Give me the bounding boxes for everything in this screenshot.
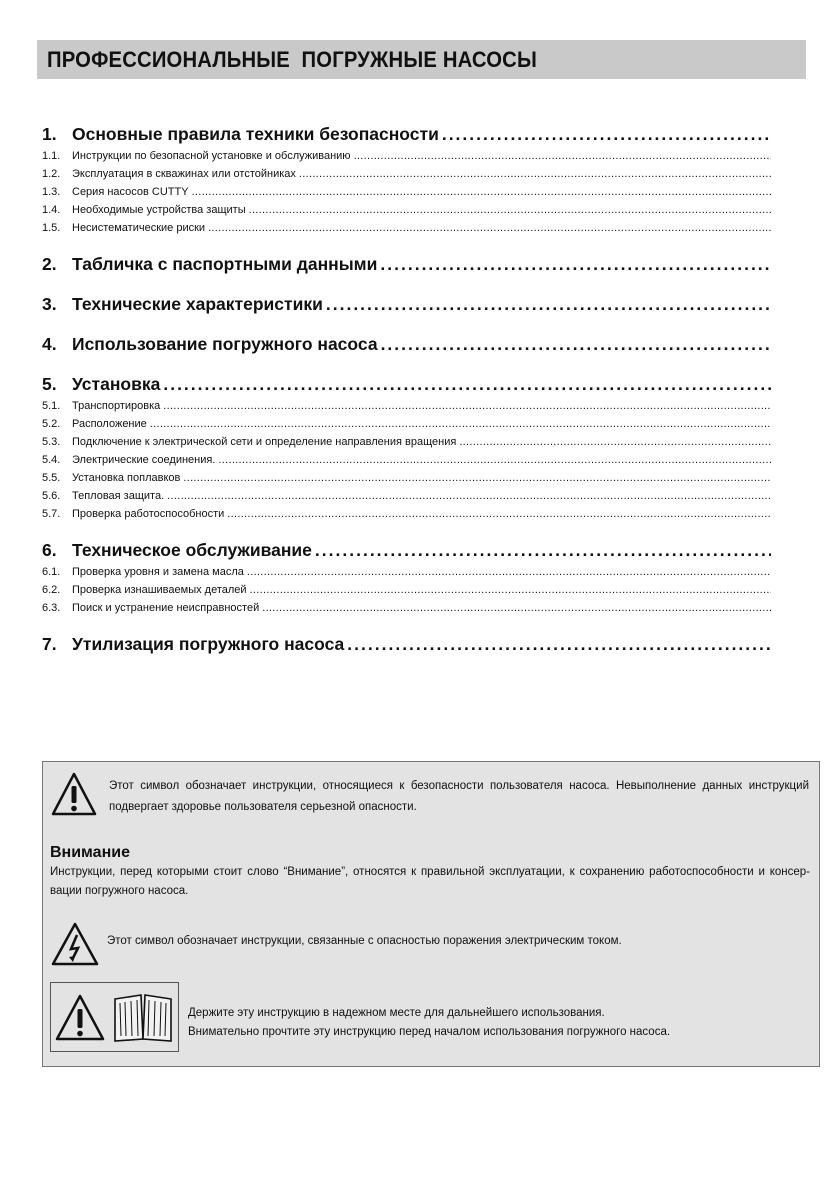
- toc-subsection-title: Проверка работоспособности: [72, 508, 225, 520]
- toc-section: [42, 540, 771, 620]
- toc-subsection-number: 1.3.: [42, 186, 61, 198]
- toc-subsection-entry: [42, 418, 771, 436]
- toc-chapter-entry: [42, 634, 771, 660]
- toc-subsection-number: 5.7.: [42, 508, 61, 520]
- warning-triangle-icon: [50, 771, 98, 817]
- toc-subsection-number: 1.5.: [42, 222, 61, 234]
- table-of-contents: [42, 124, 771, 674]
- toc-chapter-number: 4.: [42, 334, 57, 354]
- toc-dot-leader: [208, 222, 771, 234]
- toc-subsection-number: 5.2.: [42, 418, 61, 430]
- toc-dot-leader: [326, 294, 771, 315]
- toc-chapter-title: Табличка с паспортными данными: [72, 254, 378, 274]
- toc-section: [42, 294, 771, 320]
- toc-subsection-number: 6.2.: [42, 584, 61, 596]
- toc-chapter-entry: [42, 374, 771, 400]
- toc-chapter-title: Основные правила техники безопасности: [72, 124, 439, 144]
- toc-chapter-number: 7.: [42, 634, 57, 654]
- toc-chapter-entry: [42, 294, 771, 320]
- toc-chapter-number: 6.: [42, 540, 57, 560]
- toc-dot-leader: [381, 334, 771, 355]
- toc-dot-leader: [150, 418, 771, 430]
- keep-manual-line-2: Внимательно прочтите эту инструкцию перед началом использования погружного насоса.: [188, 1026, 671, 1038]
- toc-subsection-title: Эксплуатация в скважинах или отстойниках: [72, 168, 296, 180]
- toc-subsection-entry: [42, 490, 771, 508]
- electric-hazard-icon: [50, 921, 100, 967]
- toc-subsection-number: 5.4.: [42, 454, 61, 466]
- toc-subsection-title: Инструкции по безопасной установке и обслуживанию: [72, 150, 351, 162]
- toc-dot-leader: [183, 472, 771, 484]
- toc-subsection-title: Электрические соединения.: [72, 454, 216, 466]
- keep-manual-text: [188, 1004, 670, 1042]
- toc-subsection-entry: [42, 566, 771, 584]
- toc-subsection-entry: [42, 168, 771, 186]
- toc-subsection-number: 5.5.: [42, 472, 61, 484]
- toc-subsection-title: Проверка изнашиваемых деталей: [72, 584, 247, 596]
- toc-subsection-entry: [42, 150, 771, 168]
- electric-hazard-text: Этот символ обозначает инструкции, связанные с опасностью поражения электрическим током.: [107, 935, 622, 947]
- toc-dot-leader: [163, 400, 771, 412]
- toc-dot-leader: [442, 124, 771, 145]
- toc-dot-leader: [167, 490, 771, 502]
- toc-chapter-number: 1.: [42, 124, 57, 144]
- toc-subsection-entry: [42, 436, 771, 454]
- toc-subsection-title: Необходимые устройства защиты: [72, 204, 246, 216]
- toc-chapter-entry: [42, 124, 771, 150]
- toc-section: [42, 334, 771, 360]
- toc-dot-leader: [249, 204, 771, 216]
- toc-chapter-title: Установка: [72, 374, 161, 394]
- toc-subsection-number: 5.3.: [42, 436, 61, 448]
- toc-chapter-number: 5.: [42, 374, 57, 394]
- toc-dot-leader: [262, 602, 771, 614]
- toc-dot-leader: [347, 634, 771, 655]
- keep-manual-icons: [50, 982, 179, 1052]
- toc-dot-leader: [163, 374, 771, 395]
- safety-symbol-text: Этот символ обозначает инструкции, относящиеся к безопасности пользователя насоса. Невыполнение данных инструкций подвергает здоровье пользователя серьезной опасности.: [109, 780, 809, 813]
- toc-dot-leader: [315, 540, 771, 561]
- toc-subsection-number: 1.1.: [42, 150, 61, 162]
- toc-section: [42, 374, 771, 526]
- toc-subsection-entry: [42, 602, 771, 620]
- toc-chapter-number: 3.: [42, 294, 57, 314]
- toc-subsection-entry: [42, 222, 771, 240]
- toc-subsection-title: Серия насосов CUTTY: [72, 186, 189, 198]
- toc-subsection-entry: [42, 472, 771, 490]
- toc-subsection-entry: [42, 584, 771, 602]
- toc-dot-leader: [299, 168, 771, 180]
- toc-subsection-entry: [42, 186, 771, 204]
- toc-dot-leader: [247, 566, 771, 578]
- toc-subsection-title: Расположение: [72, 418, 147, 430]
- notice-box: [42, 761, 820, 1067]
- toc-subsection-number: 1.4.: [42, 204, 61, 216]
- toc-subsection-number: 6.3.: [42, 602, 61, 614]
- toc-subsection-title: Установка поплавков: [72, 472, 181, 484]
- toc-section: [42, 634, 771, 660]
- toc-subsection-number: 5.6.: [42, 490, 61, 502]
- toc-subsection-number: 6.1.: [42, 566, 61, 578]
- header-bar: [37, 40, 806, 79]
- toc-subsection-number: 1.2.: [42, 168, 61, 180]
- toc-subsection-title: Подключение к электрической сети и определение направления вращения: [72, 436, 457, 448]
- toc-chapter-title: Использование погружного насоса: [72, 334, 378, 354]
- attention-heading: Внимание: [50, 844, 130, 861]
- toc-chapter-entry: [42, 254, 771, 280]
- toc-subsection-title: Несистематические риски: [72, 222, 206, 234]
- warning-triangle-icon: [54, 993, 106, 1043]
- toc-subsection-title: Проверка уровня и замена масла: [72, 566, 244, 578]
- page-title: ПРОФЕССИОНАЛЬНЫЕ ПОГРУЖНЫЕ НАСОСЫ: [47, 46, 537, 72]
- toc-dot-leader: [250, 584, 771, 596]
- toc-subsection-title: Поиск и устранение неисправностей: [72, 602, 260, 614]
- toc-dot-leader: [218, 454, 771, 466]
- toc-chapter-entry: [42, 540, 771, 566]
- toc-chapter-title: Технические характеристики: [72, 294, 323, 314]
- toc-dot-leader: [354, 150, 771, 162]
- toc-section: [42, 124, 771, 240]
- toc-section: [42, 254, 771, 280]
- toc-subsection-title: Тепловая защита.: [72, 490, 165, 502]
- toc-subsection-entry: [42, 454, 771, 472]
- toc-subsection-entry: [42, 204, 771, 222]
- toc-chapter-number: 2.: [42, 254, 57, 274]
- toc-subsection-number: 5.1.: [42, 400, 61, 412]
- toc-subsection-entry: [42, 508, 771, 526]
- open-book-icon: [111, 991, 175, 1045]
- toc-chapter-entry: [42, 334, 771, 360]
- toc-dot-leader: [192, 186, 771, 198]
- toc-dot-leader: [459, 436, 771, 448]
- toc-subsection-title: Транспортировка: [72, 400, 161, 412]
- toc-dot-leader: [227, 508, 771, 520]
- keep-manual-line-1: Держите эту инструкцию в надежном месте для дальнейшего использования.: [188, 1007, 605, 1019]
- toc-subsection-entry: [42, 400, 771, 418]
- toc-chapter-title: Техническое обслуживание: [72, 540, 312, 560]
- toc-chapter-title: Утилизация погружного насоса: [72, 634, 345, 654]
- toc-dot-leader: [380, 254, 771, 275]
- attention-text: Инструкции, перед которыми стоит слово “Внимание”, относятся к правильной эксплуатации, к сохранению работоспособности и консер-вации погружного насоса.: [50, 866, 810, 897]
